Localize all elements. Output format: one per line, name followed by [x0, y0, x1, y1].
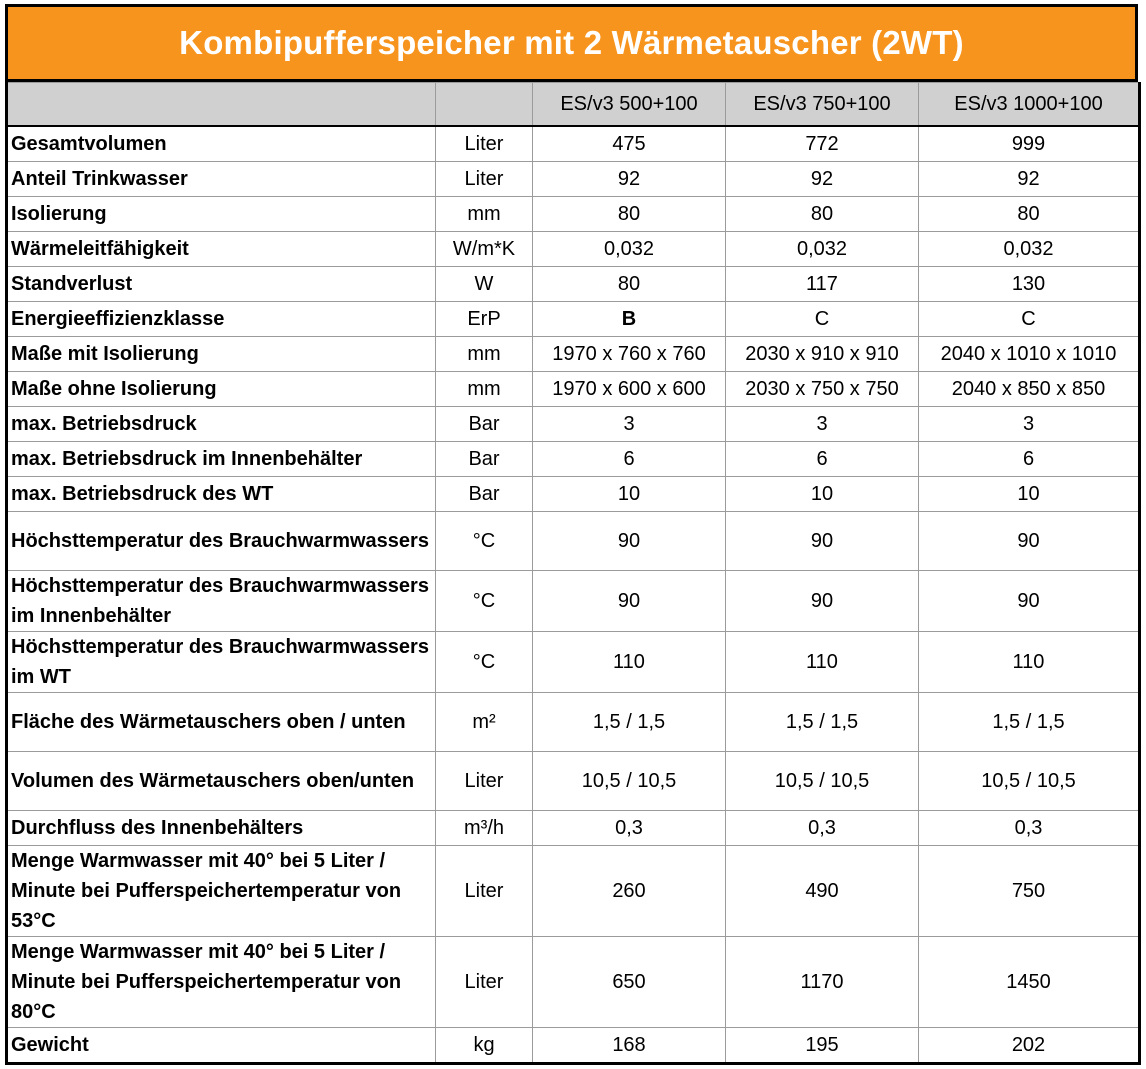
- table-row: [7, 126, 1140, 162]
- row-unit: mm: [436, 337, 533, 372]
- table-row: [7, 811, 1140, 846]
- value-cell: 772: [726, 126, 919, 162]
- row-unit: Liter: [436, 162, 533, 197]
- value-cell: 490: [726, 846, 919, 937]
- value-cell: 117: [726, 267, 919, 302]
- value-cell: 10: [533, 477, 726, 512]
- row-label: Fläche des Wärmetauschers oben / unten: [7, 693, 436, 752]
- header-cell: [436, 83, 533, 127]
- value-cell: 260: [533, 846, 726, 937]
- spec-table: [5, 82, 1141, 1065]
- value-cell: 1450: [919, 937, 1140, 1028]
- value-cell: 0,032: [533, 232, 726, 267]
- value-cell: 3: [533, 407, 726, 442]
- row-label: Maße mit Isolierung: [7, 337, 436, 372]
- value-cell: 6: [726, 442, 919, 477]
- value-cell: 3: [726, 407, 919, 442]
- value-cell: 90: [919, 571, 1140, 632]
- header-cell: ES/v3 500+100: [533, 83, 726, 127]
- header-row: [7, 83, 1140, 127]
- value-cell: 10,5 / 10,5: [726, 752, 919, 811]
- value-cell: 750: [919, 846, 1140, 937]
- row-label: Volumen des Wärmetauschers oben/unten: [7, 752, 436, 811]
- value-cell: 110: [919, 632, 1140, 693]
- table-row: [7, 693, 1140, 752]
- row-label: max. Betriebsdruck: [7, 407, 436, 442]
- row-unit: Bar: [436, 442, 533, 477]
- value-cell: 90: [533, 512, 726, 571]
- row-label: Energieeffizienzklasse: [7, 302, 436, 337]
- value-cell: 80: [533, 267, 726, 302]
- table-row: [7, 407, 1140, 442]
- table-row: [7, 267, 1140, 302]
- value-cell: 10,5 / 10,5: [533, 752, 726, 811]
- value-cell: 10: [919, 477, 1140, 512]
- row-unit: m³/h: [436, 811, 533, 846]
- value-cell: 80: [919, 197, 1140, 232]
- row-label: Höchsttemperatur des Brauchwarmwassers im WT: [7, 632, 436, 693]
- value-cell: 1,5 / 1,5: [919, 693, 1140, 752]
- table-row: [7, 337, 1140, 372]
- row-unit: °C: [436, 512, 533, 571]
- value-cell: 0,3: [726, 811, 919, 846]
- table-row: [7, 197, 1140, 232]
- value-cell: 3: [919, 407, 1140, 442]
- value-cell: 6: [533, 442, 726, 477]
- row-unit: ErP: [436, 302, 533, 337]
- row-label: Menge Warmwasser mit 40° bei 5 Liter / Minute bei Pufferspeichertemperatur von 53°C: [7, 846, 436, 937]
- row-label: Wärmeleitfähigkeit: [7, 232, 436, 267]
- row-unit: Bar: [436, 477, 533, 512]
- value-cell: 999: [919, 126, 1140, 162]
- value-cell: 475: [533, 126, 726, 162]
- value-cell: 2030 x 910 x 910: [726, 337, 919, 372]
- row-unit: °C: [436, 571, 533, 632]
- row-unit: W/m*K: [436, 232, 533, 267]
- value-cell: C: [919, 302, 1140, 337]
- row-label: Standverlust: [7, 267, 436, 302]
- row-label: Gewicht: [7, 1028, 436, 1064]
- value-cell: B: [533, 302, 726, 337]
- value-cell: 1170: [726, 937, 919, 1028]
- row-label: Höchsttemperatur des Brauchwarmwassers im Innenbehälter: [7, 571, 436, 632]
- value-cell: 0,032: [726, 232, 919, 267]
- row-unit: Liter: [436, 937, 533, 1028]
- table-row: [7, 632, 1140, 693]
- value-cell: 1970 x 760 x 760: [533, 337, 726, 372]
- row-label: max. Betriebsdruck im Innenbehälter: [7, 442, 436, 477]
- table-row: [7, 752, 1140, 811]
- table-row: [7, 477, 1140, 512]
- value-cell: 1970 x 600 x 600: [533, 372, 726, 407]
- table-row: [7, 302, 1140, 337]
- value-cell: 80: [726, 197, 919, 232]
- row-label: Höchsttemperatur des Brauchwarmwassers: [7, 512, 436, 571]
- header-cell: ES/v3 750+100: [726, 83, 919, 127]
- value-cell: 92: [533, 162, 726, 197]
- spec-sheet: [5, 4, 1138, 1065]
- value-cell: 80: [533, 197, 726, 232]
- table-row: [7, 232, 1140, 267]
- table-title: Kombipufferspeicher mit 2 Wärmetauscher (2WT): [5, 4, 1138, 82]
- row-unit: Liter: [436, 126, 533, 162]
- value-cell: 130: [919, 267, 1140, 302]
- row-label: Menge Warmwasser mit 40° bei 5 Liter / Minute bei Pufferspeichertemperatur von 80°C: [7, 937, 436, 1028]
- table-row: [7, 937, 1140, 1028]
- value-cell: 90: [533, 571, 726, 632]
- table-row: [7, 512, 1140, 571]
- row-label: Gesamtvolumen: [7, 126, 436, 162]
- table-row: [7, 846, 1140, 937]
- table-row: [7, 1028, 1140, 1064]
- table-row: [7, 372, 1140, 407]
- value-cell: 90: [726, 512, 919, 571]
- header-cell: [7, 83, 436, 127]
- row-label: Durchfluss des Innenbehälters: [7, 811, 436, 846]
- table-row: [7, 571, 1140, 632]
- value-cell: 650: [533, 937, 726, 1028]
- value-cell: 0,3: [919, 811, 1140, 846]
- value-cell: 92: [919, 162, 1140, 197]
- value-cell: 0,3: [533, 811, 726, 846]
- value-cell: 10: [726, 477, 919, 512]
- value-cell: 6: [919, 442, 1140, 477]
- value-cell: 90: [919, 512, 1140, 571]
- value-cell: 92: [726, 162, 919, 197]
- row-label: Anteil Trinkwasser: [7, 162, 436, 197]
- row-unit: Liter: [436, 752, 533, 811]
- value-cell: 110: [533, 632, 726, 693]
- row-unit: Bar: [436, 407, 533, 442]
- row-unit: °C: [436, 632, 533, 693]
- value-cell: 202: [919, 1028, 1140, 1064]
- row-label: max. Betriebsdruck des WT: [7, 477, 436, 512]
- value-cell: 168: [533, 1028, 726, 1064]
- row-unit: kg: [436, 1028, 533, 1064]
- value-cell: 2040 x 1010 x 1010: [919, 337, 1140, 372]
- row-unit: Liter: [436, 846, 533, 937]
- value-cell: 195: [726, 1028, 919, 1064]
- row-label: Maße ohne Isolierung: [7, 372, 436, 407]
- row-unit: mm: [436, 197, 533, 232]
- value-cell: 1,5 / 1,5: [533, 693, 726, 752]
- table-row: [7, 162, 1140, 197]
- row-label: Isolierung: [7, 197, 436, 232]
- value-cell: 1,5 / 1,5: [726, 693, 919, 752]
- value-cell: 2030 x 750 x 750: [726, 372, 919, 407]
- header-cell: ES/v3 1000+100: [919, 83, 1140, 127]
- value-cell: C: [726, 302, 919, 337]
- value-cell: 10,5 / 10,5: [919, 752, 1140, 811]
- table-row: [7, 442, 1140, 477]
- row-unit: m²: [436, 693, 533, 752]
- value-cell: 90: [726, 571, 919, 632]
- row-unit: mm: [436, 372, 533, 407]
- value-cell: 0,032: [919, 232, 1140, 267]
- value-cell: 110: [726, 632, 919, 693]
- row-unit: W: [436, 267, 533, 302]
- value-cell: 2040 x 850 x 850: [919, 372, 1140, 407]
